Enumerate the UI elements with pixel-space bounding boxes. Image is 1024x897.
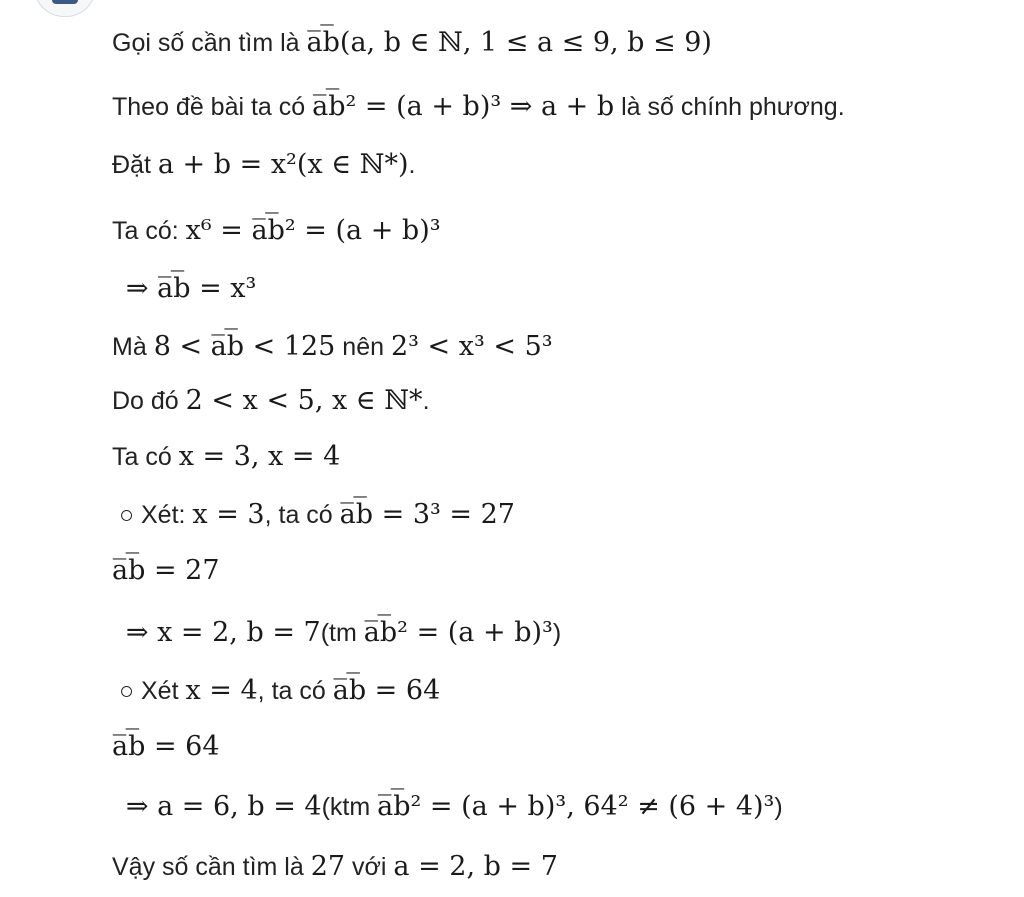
solution-line-6: [112, 326, 553, 366]
solution-line-10: [112, 550, 220, 590]
line-9-text: ○ Xét:: [112, 501, 193, 529]
solution-line-11: [112, 612, 561, 652]
line-11-text-end: ): [552, 619, 562, 647]
solution-line-3: [112, 144, 415, 184]
line-10-math: a̅b̅ = 27: [112, 555, 220, 586]
line-15-math: 27: [310, 851, 346, 882]
line-8-math: x = 3, x = 4: [178, 441, 341, 472]
solution-line-9: [112, 494, 515, 534]
line-6-math-2: 2³ < x³ < 5³: [390, 331, 553, 362]
line-9-math: x = 3: [192, 499, 265, 530]
line-4-math: x⁶ = a̅b̅² = (a + b)³: [185, 215, 441, 246]
solution-line-4: [112, 210, 441, 250]
solution-line-8: [112, 436, 340, 476]
line-3-text: Đặt: [112, 151, 158, 179]
line-7-text-end: .: [422, 387, 430, 415]
solution-line-5: [112, 268, 256, 308]
line-15-math-2: a = 2, b = 7: [393, 851, 558, 882]
solution-line-14: [112, 786, 783, 826]
line-6-text: Mà: [112, 333, 154, 361]
solution-line-2: [112, 86, 845, 126]
line-2-text: Theo đề bài ta có: [112, 93, 313, 121]
line-14-text-end: ): [774, 793, 783, 821]
solution-line-7: [112, 380, 430, 420]
line-5-text: [112, 275, 126, 303]
line-14-math-2: a̅b̅² = (a + b)³, 64² ≠ (6 + 4)³: [377, 791, 775, 822]
line-11-math: ⇒ x = 2, b = 7: [125, 617, 321, 648]
line-9-text-mid: , ta có: [264, 501, 340, 529]
line-11-math-2: a̅b̅² = (a + b)³: [363, 617, 553, 648]
line-12-math-2: a̅b̅ = 64: [332, 675, 441, 706]
line-1-text: Gọi số cần tìm là: [112, 29, 307, 57]
line-13-math: a̅b̅ = 64: [112, 731, 220, 762]
avatar-image: [52, 0, 78, 4]
line-14-text: [112, 793, 126, 821]
line-12-text-mid: , ta có: [257, 677, 333, 705]
line-9-math-2: a̅b̅ = 3³ = 27: [339, 499, 515, 530]
line-6-math: 8 < a̅b̅ < 125: [153, 331, 336, 362]
line-1-math: a̅b̅(a, b ∈ ℕ, 1 ≤ a ≤ 9, b ≤ 9): [306, 27, 712, 58]
solution-line-12: [112, 670, 440, 710]
line-14-text-mid: (ktm: [321, 793, 378, 821]
solution-line-13: [112, 726, 220, 766]
line-2-math: a̅b̅² = (a + b)³ ⇒ a + b: [312, 91, 615, 122]
line-12-text: ○ Xét: [112, 677, 186, 705]
line-4-text: Ta có:: [112, 217, 186, 245]
line-5-math: ⇒ a̅b̅ = x³: [125, 273, 257, 304]
line-7-text: Do đó: [112, 387, 186, 415]
line-11-text-mid: (tm: [320, 619, 364, 647]
solution-line-15: [112, 846, 558, 886]
line-15-text: Vậy số cần tìm là: [112, 853, 311, 881]
avatar: [34, 0, 96, 17]
line-3-text-end: .: [408, 151, 416, 179]
line-3-math: a + b = x²(x ∈ ℕ*): [157, 149, 409, 180]
solution-line-1: [112, 22, 712, 62]
line-8-text: Ta có: [112, 443, 179, 471]
line-15-text-mid: với: [345, 853, 394, 881]
line-11-text: [112, 619, 126, 647]
line-7-math: 2 < x < 5, x ∈ ℕ*: [185, 385, 423, 416]
line-12-math: x = 4: [185, 675, 258, 706]
line-14-math: ⇒ a = 6, b = 4: [125, 791, 322, 822]
line-6-text-mid: nên: [335, 333, 391, 361]
line-2-text-end: là số chính phương.: [614, 93, 845, 121]
